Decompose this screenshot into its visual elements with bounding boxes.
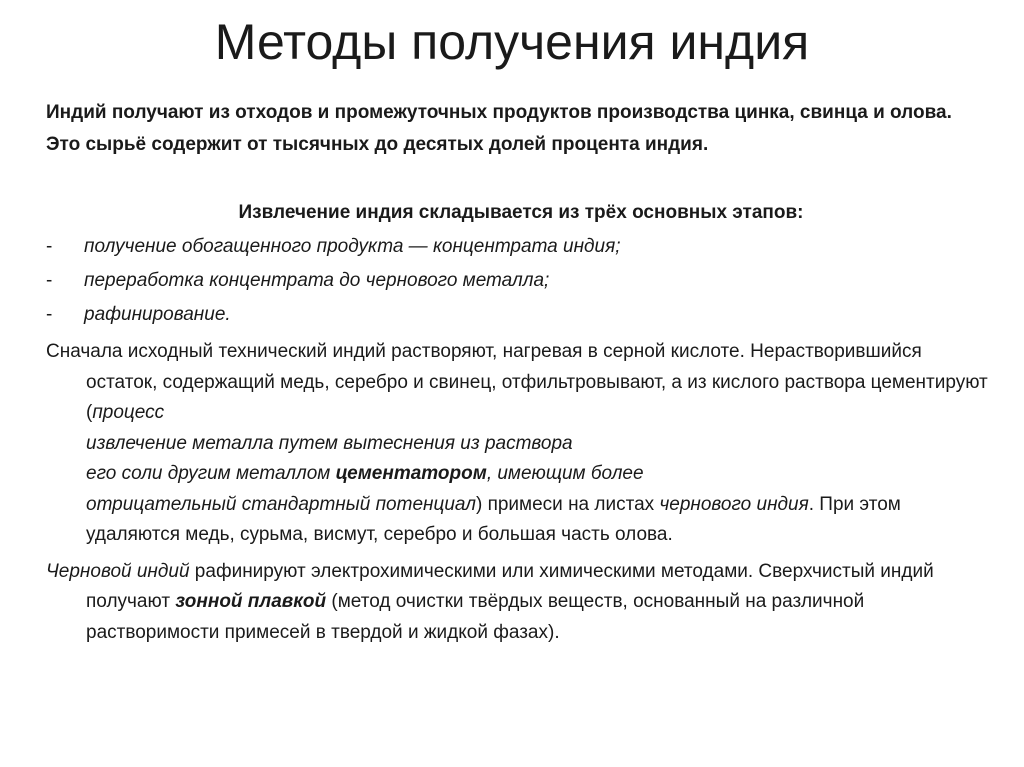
cementation-italic-4: , имеющим более	[486, 463, 644, 484]
cementation-italic-2: извлечение металла путем вытеснения из раствора	[86, 432, 573, 454]
refining-paragraph	[46, 557, 996, 649]
dash-marker: -	[46, 270, 53, 291]
slide-body	[46, 97, 996, 648]
stage-item	[46, 265, 996, 297]
intro-paragraph-1: Индий получают из отходов и промежуточных продуктов производства цинка, свинца и олова.	[46, 102, 952, 123]
refining-text-2: (метод очистки твёрдых веществ, основанный на различной растворимости примесей в твердой и жидкой фазах).	[86, 591, 865, 643]
cementation-italic-5: отрицательный стандартный потенциал	[86, 493, 476, 515]
crude-indium-term: чернового индия	[659, 493, 809, 515]
cementation-text-3: . При этом удаляются медь, сурьма, висмут, серебро и большая часть олова.	[86, 493, 901, 545]
stages-heading: Извлечение индия складывается из трёх основных этапов:	[238, 202, 804, 223]
stage-item	[46, 231, 996, 263]
intro-paragraph-2: Это сырьё содержит от тысячных до десятых долей процента индия.	[46, 134, 709, 155]
dash-marker: -	[46, 236, 53, 257]
stage-item-text: получение обогащенного продукта — концентрата индия;	[84, 236, 621, 257]
cementation-text-1: Сначала исходный технический индий растворяют, нагревая в серной кислоте. Нерастворившийся остаток, содержащий медь, серебро и свинец, отфильтровывают, а из кислого раствора цементируют (	[46, 341, 988, 423]
slide-title: Методы получения индия	[214, 14, 810, 70]
stage-item-text: рафинирование.	[84, 304, 231, 325]
cementation-italic-3: его соли другим металлом	[86, 463, 336, 484]
dash-marker: -	[46, 304, 53, 325]
stage-item-text: переработка концентрата до чернового металла;	[84, 270, 550, 291]
cementator-term: цементатором	[335, 463, 487, 484]
cementation-paragraph	[46, 337, 996, 551]
refining-text-1: рафинируют электрохимическими или химическими методами. Сверхчистый индий получают	[86, 560, 934, 612]
cementation-italic-1: процесс	[92, 402, 165, 423]
cementation-text-2: ) примеси на листах	[475, 493, 660, 515]
stage-item	[46, 299, 996, 331]
zone-melting-term: зонной плавкой	[175, 591, 327, 612]
refining-italic: Черновой индий	[46, 560, 190, 582]
